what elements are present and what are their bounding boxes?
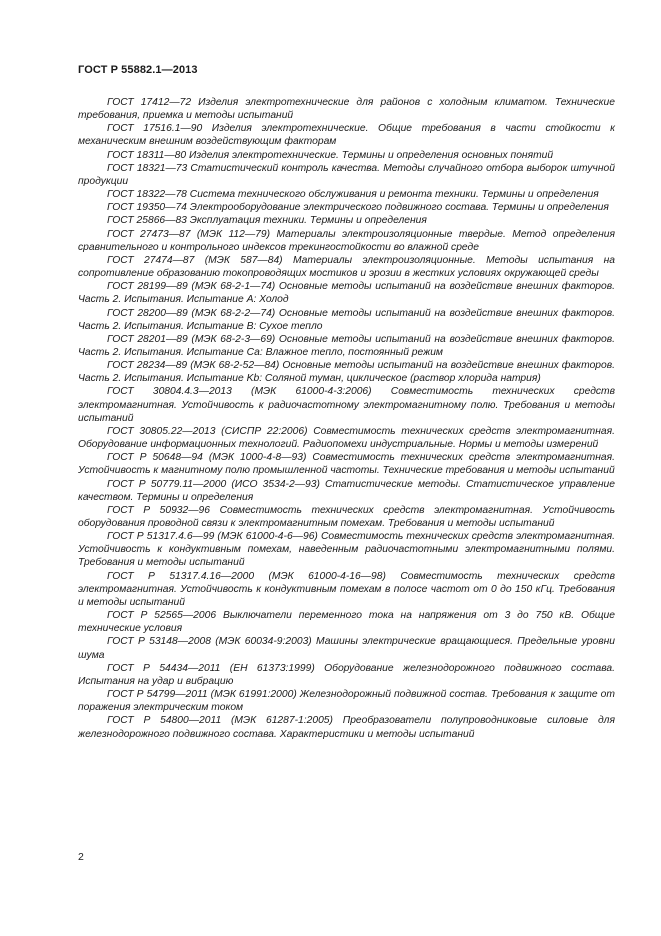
reference-item: ГОСТ 27473—87 (МЭК 112—79) Материалы электроизоляционные твердые. Метод определения сравнительного и контрольного индексов трекингостойкости во влажной среде — [78, 228, 615, 253]
reference-item: ГОСТ Р 52565—2006 Выключатели переменного тока на напряжения от 3 до 750 кВ. Общие технические условия — [78, 610, 615, 635]
reference-item: ГОСТ 17412—72 Изделия электротехнические для районов с холодным климатом. Технические требования, приемка и методы испытаний — [78, 97, 615, 122]
reference-item: ГОСТ Р 50932—96 Совместимость технических средств электромагнитная. Устойчивость оборудования проводной связи к электромагнитным помехам. Требования и методы испытаний — [78, 504, 615, 529]
reference-item: ГОСТ 28199—89 (МЭК 68-2-1—74) Основные методы испытаний на воздействие внешних факторов. Часть 2. Испытания. Испытание А: Холод — [78, 281, 615, 306]
reference-item: ГОСТ Р 54434—2011 (ЕН 61373:1999) Оборудование железнодорожного подвижного состава. Испытания на удар и вибрацию — [78, 662, 615, 687]
reference-item: ГОСТ 18322—78 Система технического обслуживания и ремонта техники. Термины и определения — [107, 189, 599, 201]
reference-item: ГОСТ 28201—89 (МЭК 68-2-3—69) Основные методы испытаний на воздействие внешних факторов. Часть 2. Испытания. Испытание Са: Влажное тепло, постоянный режим — [78, 333, 615, 358]
reference-item: ГОСТ Р 54800—2011 (МЭК 61287-1:2005) Преобразователи полупроводниковые силовые для железнодорожного подвижного состава. Характеристики и методы испытаний — [78, 715, 615, 740]
page-number: 2 — [78, 851, 84, 863]
reference-item: ГОСТ 28234—89 (МЭК 68-2-52—84) Основные методы испытаний на воздействие внешних факторов. Часть 2. Испытания. Испытание Kb: Соляной туман, циклическое (раствор хлорида натрия) — [78, 360, 615, 385]
reference-item: ГОСТ 28200—89 (МЭК 68-2-2—74) Основные методы испытаний на воздействие внешних факторов. Часть 2. Испытания. Испытание В: Сухое тепло — [78, 307, 615, 332]
normative-references-list — [78, 96, 615, 741]
reference-item: ГОСТ 17516.1—90 Изделия электротехнические. Общие требования в части стойкости к механическим внешним воздействующим факторам — [78, 123, 615, 148]
reference-item: ГОСТ 19350—74 Электрооборудование электрического подвижного состава. Термины и определения — [107, 202, 609, 214]
reference-item: ГОСТ Р 51317.4.16—2000 (МЭК 61000-4-16—98) Совместимость технических средств электромагнитная. Устойчивость к кондуктивным помехам в полосе частот от 0 до 150 кГц. Требования и методы испытаний — [78, 570, 615, 608]
reference-item: ГОСТ 30804.4.3—2013 (МЭК 61000-4-3:2006) Совместимость технических средств электромагнитная. Устойчивость к радиочастотному электромагнитному полю. Требования и методы испытаний — [78, 386, 615, 424]
reference-item: ГОСТ Р 53148—2008 (МЭК 60034-9:2003) Машины электрические вращающиеся. Предельные уровни шума — [78, 636, 615, 661]
reference-item: ГОСТ Р 54799—2011 (МЭК 61991:2000) Железнодорожный подвижной состав. Требования к защите от поражения электрическим током — [78, 689, 615, 714]
document-header: ГОСТ Р 55882.1—2013 — [78, 64, 198, 76]
reference-item: ГОСТ Р 51317.4.6—99 (МЭК 61000-4-6—96) Совместимость технических средств электромагнитная. Устойчивость к кондуктивным помехам, наведенным радиочастотными электромагнитными полями. Требования и методы испытаний — [78, 531, 615, 569]
reference-item: ГОСТ Р 50779.11—2000 (ИСО 3534-2—93) Статистические методы. Статистическое управление качеством. Термины и определения — [78, 478, 615, 503]
reference-item: ГОСТ 25866—83 Эксплуатация техники. Термины и определения — [107, 215, 427, 227]
reference-item: ГОСТ 18321—73 Статистический контроль качества. Методы случайного отбора выборок штучной продукции — [78, 162, 615, 187]
reference-item: ГОСТ 30805.22—2013 (СИСПР 22:2006) Совместимость технических средств электромагнитная. Оборудование информационных технологий. Радиопомехи индустриальные. Нормы и методы измерений — [78, 425, 615, 451]
reference-item: ГОСТ 18311—80 Изделия электротехнические. Термины и определения основных понятий — [107, 149, 554, 161]
reference-item: ГОСТ Р 50648—94 (МЭК 1000-4-8—93) Совместимость технических средств электромагнитная. Устойчивость к магнитному полю промышленной частоты. Технические требования и методы испытаний — [78, 452, 615, 477]
reference-item: ГОСТ 27474—87 (МЭК 587—84) Материалы электроизоляционные. Методы испытания на сопротивление образованию токопроводящих мостиков и эрозии в жестких условиях окружающей среды — [78, 254, 615, 280]
